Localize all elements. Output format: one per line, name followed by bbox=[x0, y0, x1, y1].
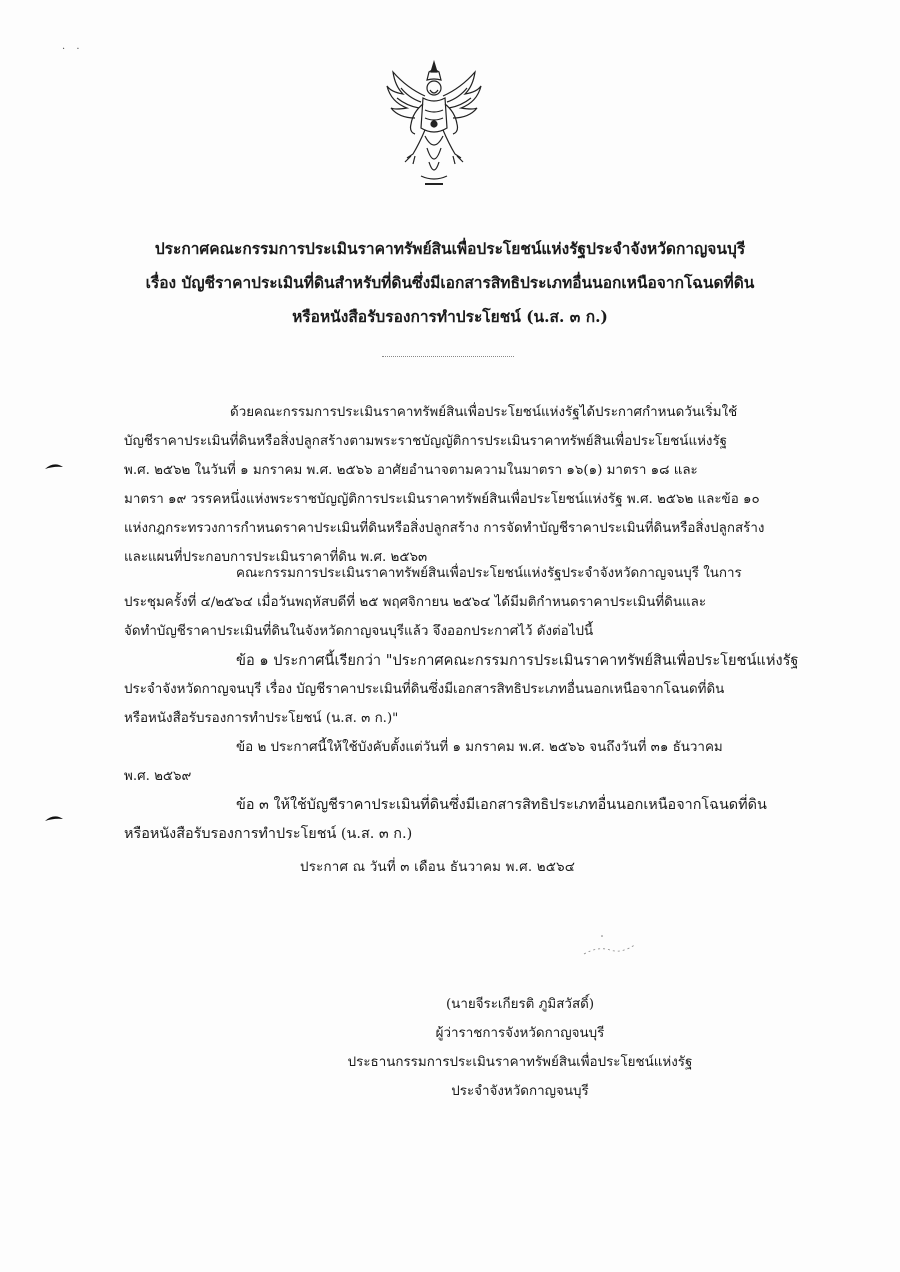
signature-block bbox=[300, 990, 740, 1106]
preamble-paragraph bbox=[124, 398, 818, 572]
clause-line: หรือหนังสือรับรองการทำประโยชน์ (น.ส. ๓ ก.)" bbox=[124, 711, 399, 726]
paragraph-line: พ.ศ. ๒๕๖๒ ในวันที่ ๑ มกราคม พ.ศ. ๒๕๖๖ อาศัยอำนาจตามความในมาตรา ๑๖(๑) มาตรา ๑๘ และ bbox=[124, 463, 698, 478]
clause-line: พ.ศ. ๒๕๖๙ bbox=[124, 769, 192, 784]
signer-position: ประจำจังหวัดกาญจนบุรี bbox=[451, 1084, 589, 1099]
signer-position: ประธานกรรมการประเมินราคาทรัพย์สินเพื่อประโยชน์แห่งรัฐ bbox=[347, 1055, 693, 1070]
paragraph-line: และแผนที่ประกอบการประเมินราคาที่ดิน พ.ศ. ๒๕๖๓ bbox=[124, 550, 428, 565]
signer-name: (นายจีระเกียรติ ภูมิสวัสดิ์) bbox=[445, 997, 595, 1012]
garuda-emblem-icon bbox=[385, 58, 483, 190]
title-line: ประกาศคณะกรรมการประเมินราคาทรัพย์สินเพื่อประโยชน์แห่งรัฐประจำจังหวัดกาญจนบุรี bbox=[154, 239, 746, 258]
paragraph-line: บัญชีราคาประเมินที่ดินหรือสิ่งปลูกสร้างตามพระราชบัญญัติการประเมินราคาทรัพย์สินเพื่อประโยชน์แห่งรัฐ bbox=[124, 434, 728, 449]
paragraph-line: แห่งกฎกระทรวงการกำหนดราคาประเมินที่ดินหรือสิ่งปลูกสร้าง การจัดทำบัญชีราคาประเมินที่ดินหรือสิ่งปลูกสร้าง bbox=[124, 521, 765, 536]
clause-3 bbox=[124, 791, 818, 849]
clause-line: ข้อ ๑ ประกาศนี้เรียกว่า "ประกาศคณะกรรมการประเมินราคาทรัพย์สินเพื่อประโยชน์แห่งรัฐ bbox=[236, 652, 799, 669]
clause-line: ประจำจังหวัดกาญจนบุรี เรื่อง บัญชีราคาประเมินที่ดินซึ่งมีเอกสารสิทธิประเภทอื่นนอกเหนือจากโฉนดที่ดิน bbox=[124, 682, 725, 697]
announcement-date: ประกาศ ณ วันที่ ๓ เดือน ธันวาคม พ.ศ. ๒๕๖๔ bbox=[300, 860, 576, 875]
resolution-paragraph bbox=[124, 559, 818, 849]
clause-line: ข้อ ๒ ประกาศนี้ให้ใช้บังคับตั้งแต่วันที่ ๑ มกราคม พ.ศ. ๒๕๖๖ จนถึงวันที่ ๓๑ ธันวาคม bbox=[236, 740, 723, 755]
paragraph-line: จัดทำบัญชีราคาประเมินที่ดินในจังหวัดกาญจนบุรีแล้ว จึงออกประกาศไว้ ดังต่อไปนี้ bbox=[124, 624, 594, 639]
scan-speck: · · bbox=[62, 44, 84, 55]
paragraph-line: ด้วยคณะกรรมการประเมินราคาทรัพย์สินเพื่อประโยชน์แห่งรัฐได้ประกาศกำหนดวันเริ่มใช้ bbox=[230, 405, 738, 420]
clause-2 bbox=[124, 733, 818, 791]
announcement-title bbox=[90, 232, 810, 334]
signer-position: ผู้ว่าราชการจังหวัดกาญจนบุรี bbox=[435, 1026, 605, 1041]
clause-1 bbox=[124, 646, 818, 733]
paragraph-line: คณะกรรมการประเมินราคาทรัพย์สินเพื่อประโยชน์แห่งรัฐประจำจังหวัดกาญจนบุรี ในการ bbox=[236, 566, 742, 581]
title-line: หรือหนังสือรับรองการทำประโยชน์ (น.ส. ๓ ก.) bbox=[292, 307, 608, 326]
clause-line: ข้อ ๓ ให้ใช้บัญชีราคาประเมินที่ดินซึ่งมีเอกสารสิทธิประเภทอื่นนอกเหนือจากโฉนดที่ดิน bbox=[236, 797, 767, 813]
signature-mark bbox=[580, 930, 640, 960]
punch-hole-icon bbox=[44, 462, 64, 471]
paragraph-line: ประชุมครั้งที่ ๔/๒๕๖๔ เมื่อวันพฤหัสบดีที่ ๒๕ พฤศจิกายน ๒๕๖๔ ได้มีมติกำหนดราคาประเมินที่ดินและ bbox=[124, 595, 707, 610]
title-divider bbox=[382, 356, 514, 357]
punch-hole-icon bbox=[44, 814, 64, 823]
title-line: เรื่อง บัญชีราคาประเมินที่ดินสำหรับที่ดินซึ่งมีเอกสารสิทธิประเภทอื่นนอกเหนือจากโฉนดที่ดิน bbox=[145, 273, 755, 292]
clause-line: หรือหนังสือรับรองการทำประโยชน์ (น.ส. ๓ ก.) bbox=[124, 826, 413, 842]
paragraph-line: มาตรา ๑๙ วรรคหนึ่งแห่งพระราชบัญญัติการประเมินราคาทรัพย์สินเพื่อประโยชน์แห่งรัฐ พ.ศ. ๒๕๖๒ และข้อ ๑๐ bbox=[124, 492, 760, 507]
